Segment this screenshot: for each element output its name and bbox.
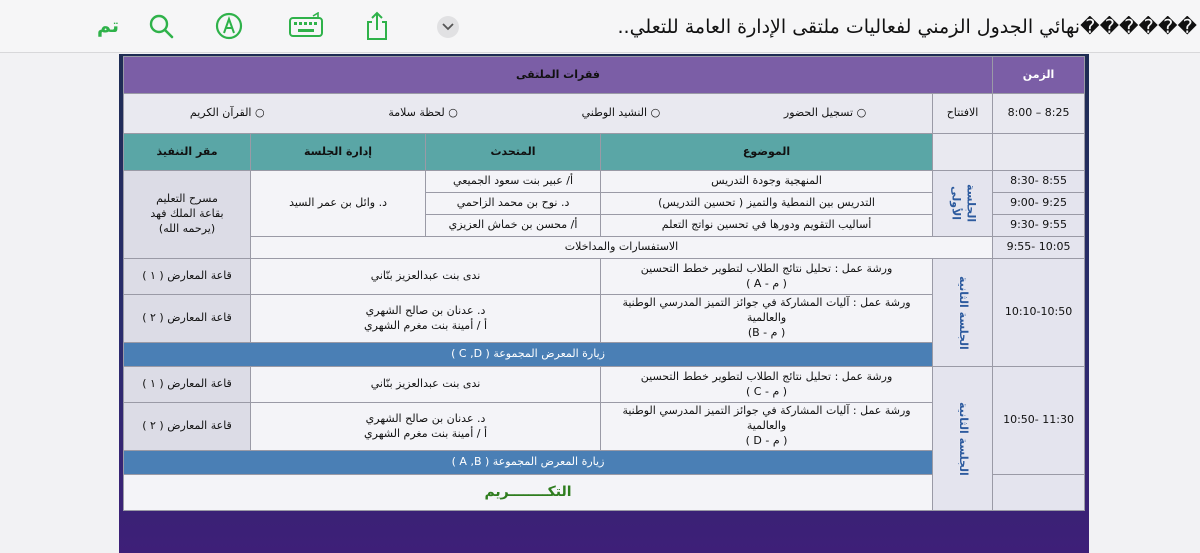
- toolbar: [0, 0, 1200, 53]
- document-title: ������نهائي الجدول الزمني لفعاليات ملتقى الإدارة العامة للتعلي..: [617, 16, 1197, 38]
- venue-header: مقر التنفيذ: [124, 134, 251, 171]
- moderator-header: إدارة الجلسة: [251, 134, 426, 171]
- time-cell: 9:55- 10:05: [993, 237, 1085, 259]
- sessions-header: فقرات الملتقى: [124, 57, 993, 94]
- speaker-cell: ندى بنت عبدالعزيز بنّاني: [251, 259, 601, 295]
- session-label: الجلسة الثانية: [933, 259, 993, 367]
- speaker-cell: د. نوح بن محمد الزاحمي: [426, 193, 601, 215]
- topic-cell: التدريس بين النمطية والتميز ( تحسين التدريس): [601, 193, 933, 215]
- venue-cell: مسرح التعليم بقاعة الملك فهد (يرحمه الله): [124, 171, 251, 259]
- exhibit-band: زيارة المعرض المجموعة ( C ,D ): [124, 343, 933, 367]
- venue-cell: قاعة المعارض ( ١ ): [124, 367, 251, 403]
- speaker-cell: ندى بنت عبدالعزيز بنّاني: [251, 367, 601, 403]
- blank-cell: [993, 134, 1085, 171]
- column-header-row: [124, 134, 1085, 171]
- speaker-cell: أ/ محسن بن خماش العزيزي: [426, 215, 601, 237]
- opening-time: 8:00 – 8:25: [993, 94, 1085, 134]
- time-header: الزمن: [993, 57, 1085, 94]
- table-row: [124, 171, 1085, 193]
- document-page: [0, 54, 1200, 553]
- topic-cell: ورشة عمل : تحليل نتائج الطلاب لتطوير خطط التحسين ( م - A ): [601, 259, 933, 295]
- venue-cell: قاعة المعارض ( ٢ ): [124, 403, 251, 451]
- topic-cell: المنهجية وجودة التدريس: [601, 171, 933, 193]
- table-row: [124, 237, 1085, 259]
- done-button[interactable]: [88, 8, 128, 44]
- topic-cell: ورشة عمل : آليات المشاركة في جوائز التميز المدرسي الوطنية والعالمية ( م - D ): [601, 403, 933, 451]
- time-cell: 8:30- 8:55: [993, 171, 1085, 193]
- speaker-cell: أ/ عبير بنت سعود الجميعي: [426, 171, 601, 193]
- markup-icon[interactable]: [211, 8, 247, 44]
- keyboard-icon[interactable]: [284, 8, 328, 44]
- time-cell: [993, 475, 1085, 511]
- time-cell: 10:50- 11:30: [993, 367, 1085, 475]
- schedule-table: [123, 56, 1085, 511]
- moderator-cell: د. وائل بن عمر السيد: [251, 171, 426, 237]
- speaker-cell: د. عدنان بن صالح الشهري أ / أمينة بنت مغرم الشهري: [251, 295, 601, 343]
- speaker-cell: د. عدنان بن صالح الشهري أ / أمينة بنت مغرم الشهري: [251, 403, 601, 451]
- break-cell: الاستفسارات والمداخلات: [251, 237, 993, 259]
- time-cell: 9:00- 9:25: [993, 193, 1085, 215]
- share-icon[interactable]: [362, 8, 392, 44]
- session-label: الجلسة الثانية: [933, 367, 993, 511]
- header-row: [124, 57, 1085, 94]
- done-label: تم: [96, 15, 120, 37]
- chevron-down-icon[interactable]: [437, 16, 459, 38]
- table-row: [124, 367, 1085, 403]
- topic-cell: ورشة عمل : تحليل نتائج الطلاب لتطوير خطط التحسين ( م - C ): [601, 367, 933, 403]
- venue-cell: قاعة المعارض ( ١ ): [124, 259, 251, 295]
- opening-label: الافتتاح: [933, 94, 993, 134]
- time-cell: 9:30- 9:55: [993, 215, 1085, 237]
- opening-item: ○ القرآن الكريم: [189, 106, 265, 120]
- opening-items: [124, 94, 933, 134]
- topic-header: الموضوع: [601, 134, 933, 171]
- blank-cell: [933, 134, 993, 171]
- title-bar: [437, 8, 1197, 46]
- opening-item: ○ النشيد الوطني: [581, 106, 661, 120]
- topic-cell: أساليب التقويم ودورها في تحسين نواتج التعلم: [601, 215, 933, 237]
- venue-cell: قاعة المعارض ( ٢ ): [124, 295, 251, 343]
- table-row: [124, 259, 1085, 295]
- opening-item: ○ لحظة سلامة: [388, 106, 458, 120]
- slide: [119, 54, 1089, 553]
- speaker-header: المتحدث: [426, 134, 601, 171]
- honoring-cell: [124, 475, 933, 511]
- opening-item: ○ تسجيل الحضور: [783, 106, 867, 120]
- opening-row: [124, 94, 1085, 134]
- session-label: الجلسة الأولى: [933, 171, 993, 237]
- topic-cell: ورشة عمل : آليات المشاركة في جوائز التميز المدرسي الوطنية والعالمية ( م - B): [601, 295, 933, 343]
- exhibit-band: زيارة المعرض المجموعة ( A ,B ): [124, 451, 933, 475]
- time-cell: 10:10-10:50: [993, 259, 1085, 367]
- search-icon[interactable]: [143, 8, 179, 44]
- honoring-label: التكــــــــريم: [484, 484, 572, 501]
